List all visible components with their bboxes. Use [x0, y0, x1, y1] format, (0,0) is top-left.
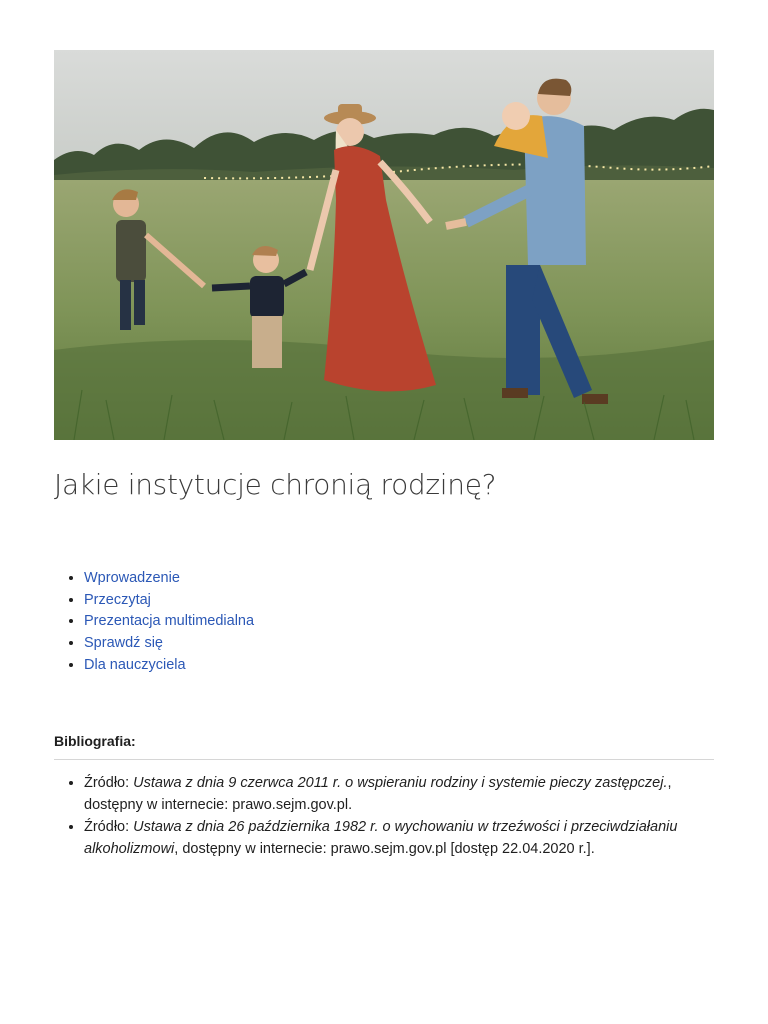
page-title: Jakie instytucje chronią rodzinę? [54, 468, 497, 501]
toc-item [84, 568, 254, 590]
bibliography-heading: Bibliografia: [54, 733, 136, 749]
source-suffix: , dostępny w internecie: prawo.sejm.gov.pl [dostęp 22.04.2020 r.]. [174, 841, 595, 857]
toc-link-wprowadzenie[interactable]: Wprowadzenie [84, 570, 180, 586]
table-of-contents [54, 568, 254, 677]
toc-link-dla-nauczyciela[interactable]: Dla nauczyciela [84, 656, 186, 673]
divider [54, 759, 714, 760]
toc-item [84, 611, 254, 633]
source-suffix: , dostępny w internecie: prawo.sejm.gov.pl. [84, 775, 672, 813]
toc-item [84, 590, 254, 612]
source-prefix: Źródło: [84, 775, 134, 791]
toc-link-sprawdz-sie[interactable]: Sprawdź się [84, 635, 163, 652]
bibliography-item [84, 772, 714, 816]
toc-link-przeczytaj[interactable]: Przeczytaj [84, 591, 151, 608]
source-prefix: Źródło: [84, 819, 134, 835]
toc-item [84, 655, 254, 677]
bibliography-item [84, 816, 714, 860]
hero-image [54, 50, 714, 440]
toc-link-prezentacja[interactable]: Prezentacja multimedialna [84, 613, 255, 630]
source-title: Ustawa z dnia 9 czerwca 2011 r. o wspieraniu rodziny i systemie pieczy zastępczej. [133, 775, 668, 791]
source-title: Ustawa z dnia 26 października 1982 r. o wychowaniu w trzeźwości i przeciwdziałaniu alkoholizmowi [84, 819, 678, 857]
bibliography-list [54, 772, 714, 860]
toc-item [84, 633, 254, 655]
